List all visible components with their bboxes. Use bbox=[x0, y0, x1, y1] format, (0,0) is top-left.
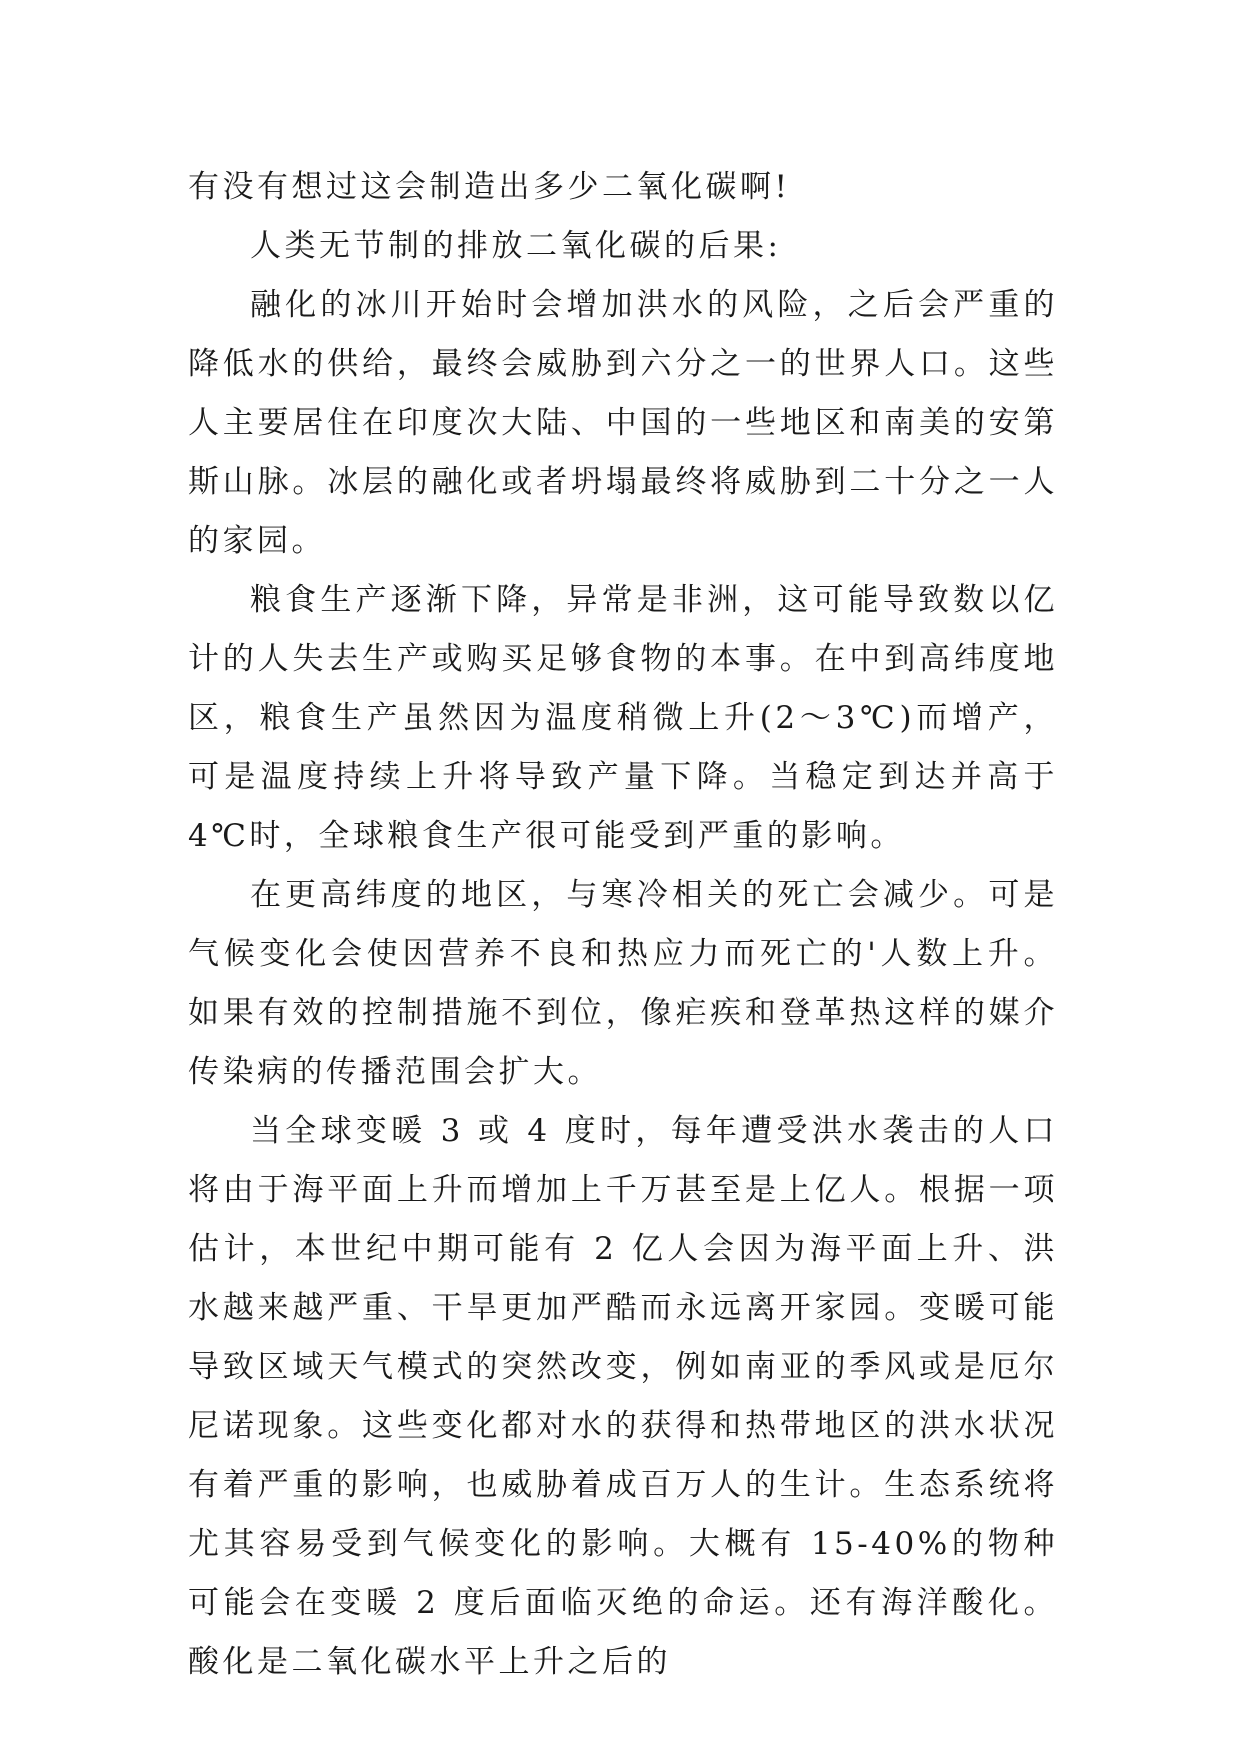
paragraph-continuation: 有没有想过这会制造出多少二氧化碳啊! bbox=[188, 169, 791, 205]
document-body bbox=[188, 158, 1058, 1692]
paragraph-glaciers: 融化的冰川开始时会增加洪水的风险，之后会严重的降低水的供给，最终会威胁到六分之一的世界人口。这些人主要居住在印度次大陆、中国的一些地区和南美的安第斯山脉。冰层的融化或者坍塌最终将威胁到二十分之一人的家园。 bbox=[188, 287, 1058, 559]
paragraph-flooding-ecosystems: 当全球变暖 3 或 4 度时，每年遭受洪水袭击的人口将由于海平面上升而增加上千万甚至是上亿人。根据一项估计，本世纪中期可能有 2 亿人会因为海平面上升、洪水越来越严重、干旱更加严酷而永远离开家园。变暖可能导致区域天气模式的突然改变，例如南亚的季风或是厄尔尼诺现象。这些变化都对水的获得和热带地区的洪水状况有着严重的影响，也威胁着成百万人的生计。生态系统将尤其容易受到气候变化的影响。大概有 15-40%的物种可能会在变暖 2 度后面临灭绝的命运。还有海洋酸化。酸化是二氧化碳水平上升之后的 bbox=[188, 1113, 1058, 1680]
paragraph-food-production: 粮食生产逐渐下降，异常是非洲，这可能导致数以亿计的人失去生产或购买足够食物的本事。在中到高纬度地区，粮食生产虽然因为温度稍微上升(2～3℃)而增产，可是温度持续上升将导致产量下降。当稳定到达并高于 4℃时，全球粮食生产很可能受到严重的影响。 bbox=[188, 582, 1058, 854]
paragraph-heading-consequences: 人类无节制的排放二氧化碳的后果: bbox=[250, 228, 782, 264]
paragraph-health: 在更高纬度的地区，与寒冷相关的死亡会减少。可是气候变化会使因营养不良和热应力而死亡的'人数上升。如果有效的控制措施不到位，像疟疾和登革热这样的媒介传染病的传播范围会扩大。 bbox=[188, 877, 1058, 1090]
